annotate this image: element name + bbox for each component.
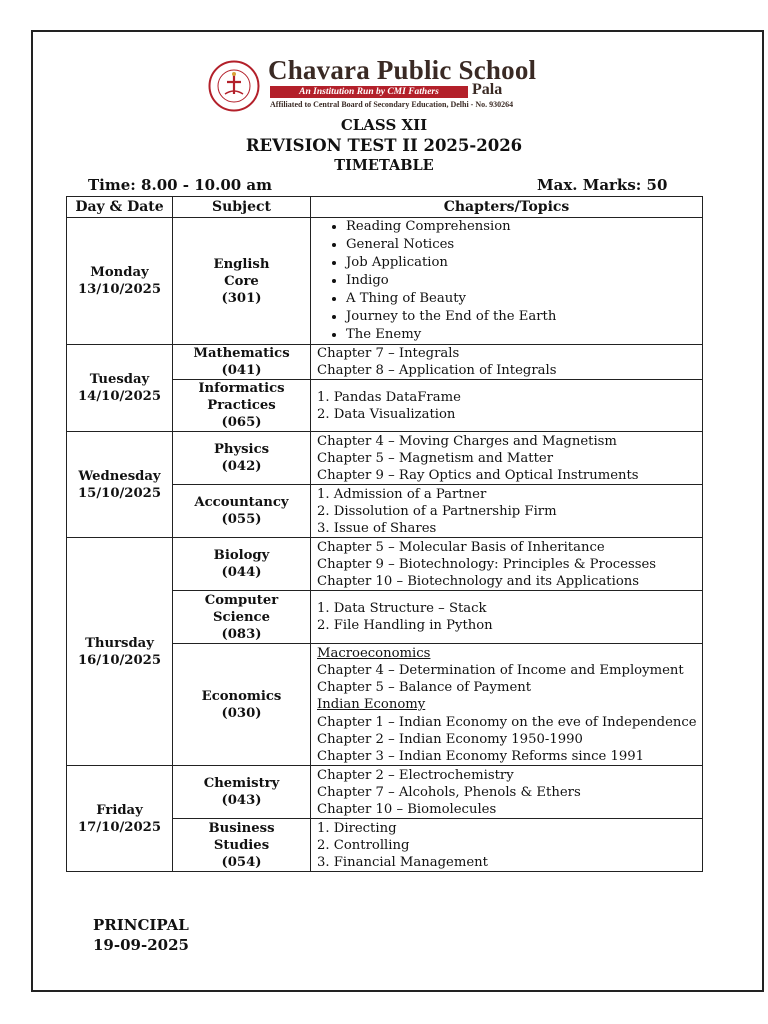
subject-line: Mathematics	[193, 346, 290, 362]
table-header-row	[67, 197, 703, 218]
topics-cell	[311, 819, 703, 872]
subject-line: (301)	[221, 290, 262, 306]
topics-cell	[311, 766, 703, 819]
day-name: Tuesday	[89, 372, 150, 388]
topic-line: 2. Dissolution of a Partnership Firm	[317, 503, 557, 519]
topics-cell	[311, 218, 703, 345]
topic-line: 2. Controlling	[317, 837, 410, 853]
topics-cell	[311, 538, 703, 591]
school-tagline: An Institution Run by CMI Fathers	[270, 86, 468, 98]
subject-line: (043)	[221, 793, 262, 809]
topic-line: 3. Financial Management	[317, 855, 488, 870]
topic-line: Chapter 4 – Moving Charges and Magnetism	[317, 433, 617, 449]
subject-line: Chemistry	[203, 776, 280, 792]
subject-line: (042)	[221, 459, 262, 475]
day-cell	[67, 432, 173, 538]
day-name: Monday	[90, 265, 149, 280]
subject-line: (030)	[221, 705, 262, 721]
topic-line: Chapter 10 – Biotechnology and its Applications	[317, 574, 640, 589]
topics-cell	[311, 345, 703, 380]
class-title: CLASS XII	[340, 116, 428, 134]
school-seal-logo	[208, 60, 260, 112]
subject-line: Computer	[204, 592, 279, 608]
column-header: Chapters/Topics	[311, 197, 703, 218]
subject-cell	[173, 591, 311, 644]
topics-cell	[311, 591, 703, 644]
topic-line: 1. Pandas DataFrame	[317, 389, 461, 405]
subject-cell	[173, 218, 311, 345]
subject-cell	[173, 538, 311, 591]
topics-cell	[311, 644, 703, 766]
subject-cell	[173, 644, 311, 766]
subject-line: (055)	[221, 512, 262, 528]
day-name: Thursday	[85, 635, 154, 651]
topic-line: Chapter 10 – Biomolecules	[317, 802, 497, 817]
test-title: REVISION TEST II 2025-2026	[245, 136, 523, 155]
day-name: Wednesday	[78, 468, 161, 484]
subject-line: Accountancy	[194, 495, 289, 511]
day-date: 13/10/2025	[77, 282, 162, 297]
subject-line: Business	[208, 820, 275, 836]
issue-date: 19-09-2025	[93, 936, 189, 954]
topics-cell	[311, 380, 703, 432]
column-header: Subject	[173, 197, 311, 218]
topic-line: Chapter 4 – Determination of Income and Employment	[317, 662, 684, 678]
day-date: 15/10/2025	[77, 485, 162, 501]
list-item: • Journey to the End of the Earth	[346, 308, 702, 326]
topic-line: Chapter 9 – Ray Optics and Optical Instruments	[317, 468, 639, 483]
exam-time: Time: 8.00 - 10.00 am	[88, 176, 273, 194]
topic-section-heading: Indian Economy	[317, 697, 426, 713]
day-date: 14/10/2025	[77, 389, 162, 405]
subject-line: (054)	[221, 854, 262, 870]
subject-line: (083)	[221, 626, 262, 642]
list-item: • The Enemy	[346, 326, 702, 344]
table-row	[67, 766, 703, 819]
list-item: • Indigo	[346, 272, 702, 290]
subject-cell	[173, 819, 311, 872]
day-date: 16/10/2025	[77, 652, 162, 668]
topic-line: Chapter 9 – Biotechnology: Principles & Processes	[317, 556, 657, 572]
topic-line: 2. File Handling in Python	[317, 618, 493, 634]
subject-line: Informatics	[198, 381, 285, 397]
subject-line: (044)	[221, 565, 262, 581]
topic-line: Chapter 5 – Balance of Payment	[317, 680, 532, 696]
day-cell	[67, 218, 173, 345]
school-affiliation: Affiliated to Central Board of Secondary Education, Delhi - No. 930264	[270, 100, 514, 109]
school-header	[208, 55, 548, 114]
timetable-table	[66, 196, 703, 872]
column-header: Day & Date	[67, 197, 173, 218]
topic-line: 3. Issue of Shares	[317, 521, 437, 536]
subject-line: Practices	[207, 398, 276, 414]
subject-line: Science	[213, 609, 270, 625]
day-date: 17/10/2025	[77, 819, 162, 835]
max-marks: Max. Marks: 50	[537, 176, 668, 194]
subject-cell	[173, 766, 311, 819]
subject-cell	[173, 380, 311, 432]
table-row	[67, 432, 703, 485]
list-item: • General Notices	[346, 236, 702, 254]
school-name: Chavara Public School	[268, 55, 537, 85]
day-cell	[67, 345, 173, 432]
subject-line: Economics	[201, 688, 282, 704]
list-item: • Reading Comprehension	[346, 218, 702, 236]
list-item: • Job Application	[346, 254, 702, 272]
subject-line: Studies	[213, 837, 270, 853]
list-item: • A Thing of Beauty	[346, 290, 702, 308]
topic-line: Chapter 8 – Application of Integrals	[317, 363, 557, 379]
table-row	[67, 345, 703, 380]
timetable-title: TIMETABLE	[334, 157, 434, 174]
table-row	[67, 538, 703, 591]
subject-line: Physics	[213, 442, 270, 458]
subject-line: Biology	[213, 548, 270, 564]
topic-line: Chapter 7 – Alcohols, Phenols & Ethers	[317, 784, 581, 800]
topic-line: Chapter 5 – Magnetism and Matter	[317, 450, 554, 466]
subject-line: English	[213, 256, 270, 272]
topic-line: Chapter 1 – Indian Economy on the eve of Independence	[317, 714, 697, 730]
day-name: Friday	[96, 802, 143, 818]
school-town: Pala	[472, 81, 503, 98]
topic-line: Chapter 7 – Integrals	[317, 346, 460, 361]
topic-line: Chapter 3 – Indian Economy Reforms since 1991	[317, 748, 645, 764]
day-cell	[67, 538, 173, 766]
topic-line: 1. Admission of a Partner	[317, 486, 487, 502]
topic-line: 2. Data Visualization	[317, 406, 456, 422]
topic-line: Chapter 2 – Indian Economy 1950-1990	[317, 731, 583, 747]
topic-line: 1. Directing	[317, 820, 397, 836]
subject-cell	[173, 432, 311, 485]
subject-cell	[173, 345, 311, 380]
topic-section-heading: Macroeconomics	[317, 645, 431, 661]
topic-line: Chapter 5 – Molecular Basis of Inheritance	[317, 539, 605, 555]
subject-line: (041)	[221, 363, 262, 379]
topic-line: 1. Data Structure – Stack	[317, 601, 487, 617]
topics-list	[311, 218, 702, 344]
day-cell	[67, 766, 173, 872]
topics-cell	[311, 432, 703, 485]
topics-cell	[311, 485, 703, 538]
table-row	[67, 218, 703, 345]
subject-line: Core	[224, 273, 259, 289]
subject-cell	[173, 485, 311, 538]
principal-signatory: PRINCIPAL	[93, 916, 189, 934]
topic-line: Chapter 2 – Electrochemistry	[317, 767, 514, 783]
subject-line: (065)	[221, 415, 262, 431]
